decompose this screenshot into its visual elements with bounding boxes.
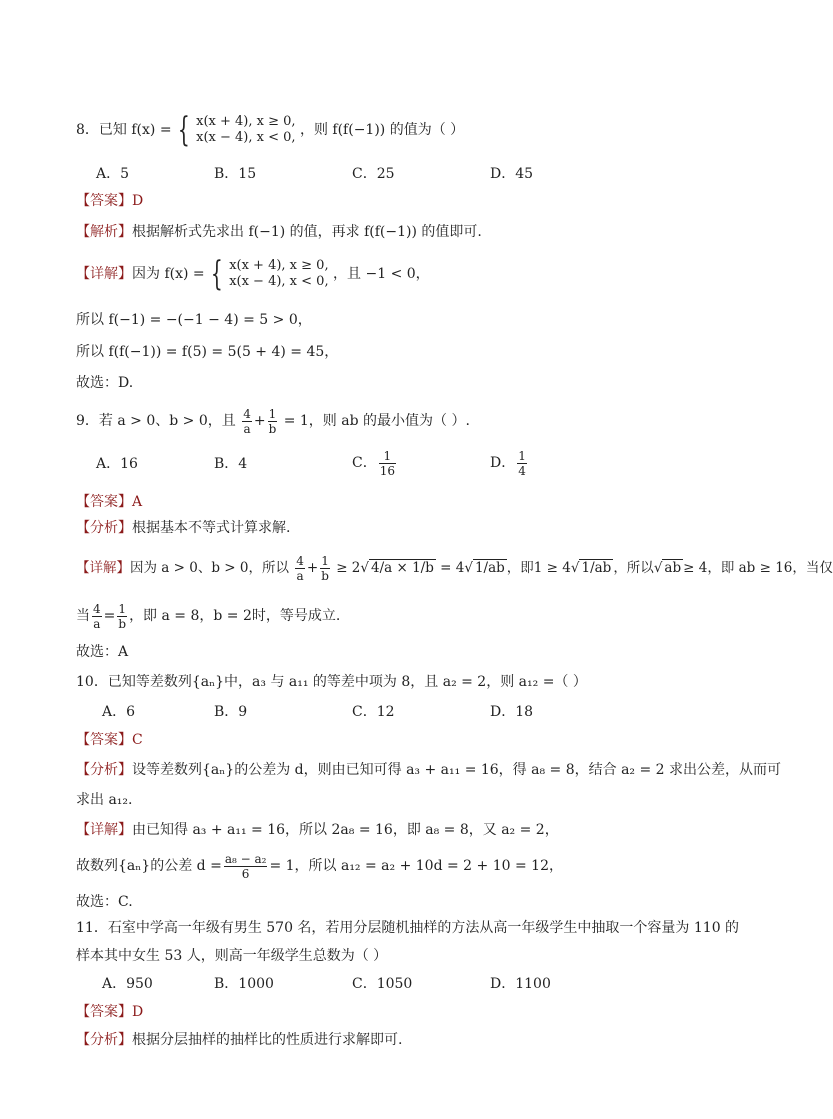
q10-answer-tag: 【答案】 (76, 732, 132, 748)
q11-option-d: D．1100 (490, 976, 551, 992)
q10-analysis1-text: 设等差数列{aₙ}的公差为 d，则由已知可得 a₃ + a₁₁ = 16，得 a₈ = 8，结合 a₂ = 2 求出公差，从而可 (132, 762, 782, 778)
q10-answer (76, 730, 143, 750)
q9-plus: + (253, 413, 266, 429)
q11-analysis (76, 1030, 402, 1050)
q9-option-b: B．4 (214, 456, 248, 472)
q9-detail-frac1-num: 4 (296, 554, 304, 568)
q9-detail1-text: 因为 a > 0、b > 0，所以 (130, 560, 289, 576)
q11-answer-value: D (132, 1004, 144, 1020)
q8-answer (76, 191, 143, 211)
q10-option-b: B．9 (214, 704, 248, 720)
q10-answer-value: C (132, 732, 143, 748)
q9-stem-suffix: = 1，则 ab 的最小值为（ ）. (283, 413, 470, 429)
q8-answer-tag: 【答案】 (76, 193, 132, 209)
q9-detail1 (76, 550, 833, 586)
q9-detail2-frac1 (92, 602, 102, 631)
q9-sqrt2b: 1/ab (581, 560, 612, 576)
q9-answer-value: A (132, 494, 143, 510)
q9-option-c-label: C． (352, 455, 377, 471)
q8-piece2: x(x − 4), x < 0, (196, 130, 296, 145)
q9-option-c-den: 16 (379, 463, 395, 478)
q9-detail-frac2-num: 1 (321, 554, 329, 568)
q9-answer-tag: 【答案】 (76, 494, 132, 510)
q8-choose: 故选：D. (76, 375, 134, 391)
q8-detail-suffix: ，且 −1 < 0， (333, 266, 430, 282)
q9-frac2 (268, 407, 278, 436)
q9-option-a: A．16 (96, 456, 138, 472)
q9-sqrt3-sign: √ (653, 560, 663, 576)
q8-detail-piece2: x(x − 4), x < 0, (229, 274, 329, 289)
q9-analysis-text: 根据基本不等式计算求解. (132, 520, 291, 536)
q9-detail-frac2 (320, 554, 330, 583)
q10-option-c: C．12 (352, 704, 395, 720)
q10-detail2 (76, 848, 563, 884)
q11-stem2: 样本其中女生 53 人，则高一年级学生总数为（ ） (76, 948, 388, 964)
q9-frac2-num: 1 (268, 406, 277, 421)
q9-frac1-num: 4 (243, 406, 251, 421)
q8-piece1: x(x + 4), x ≥ 0, (196, 114, 296, 129)
q10-analysis1 (76, 760, 781, 780)
q10-detail2-prefix: 故数列{aₙ}的公差 d = (76, 858, 222, 874)
q9-choose: 故选：A (76, 644, 129, 660)
q8-fx: f(x) = (131, 122, 172, 138)
q9-detail2-frac1-num: 4 (93, 601, 101, 616)
q9-option-c-num: 1 (379, 449, 396, 464)
q10-detail1-text: 由已知得 a₃ + a₁₁ = 16，所以 2a₈ = 16，即 a₈ = 8，又 a₂ = 2， (132, 822, 559, 838)
q9-sqrt1-sign: √ (360, 560, 369, 576)
q9-detail2-frac1-den: a (93, 616, 101, 631)
q11-answer (76, 1002, 143, 1022)
q8-detail-tag: 【详解】 (76, 266, 132, 282)
q8-detail-pieces (229, 258, 328, 290)
q10-detail2-suffix: = 1，所以 a₁₂ = a₂ + 10d = 2 + 10 = 12， (269, 858, 563, 874)
q9-detail1c: = 4 (440, 560, 465, 576)
q10-detail2-num: a₈ − a₂ (224, 851, 267, 866)
q8-stem (76, 112, 464, 148)
q10-detail2-den: 6 (241, 866, 250, 881)
q9-detail1f: ≥ 4，即 ab ≥ 16，当仅 (683, 560, 833, 576)
q8-detail-piece1: x(x + 4), x ≥ 0, (229, 258, 329, 273)
q8-option-d: D．45 (490, 166, 534, 182)
q8-brace: { (177, 110, 190, 150)
q8-analysis (76, 222, 482, 242)
q8-detail-brace: { (210, 254, 223, 294)
q9-detail2-frac2 (117, 602, 127, 631)
q11-option-b: B．1000 (214, 976, 274, 992)
q9-option-d (490, 446, 529, 480)
q11-option-a: A．950 (102, 976, 153, 992)
q8-option-a: A．5 (96, 166, 130, 182)
q9-detail2-prefix: 当 (76, 608, 90, 624)
q9-sqrt3: ab (664, 560, 682, 576)
q11-analysis-tag: 【分析】 (76, 1032, 132, 1048)
q9-stem (76, 404, 470, 438)
q10-analysis2: 求出 a₁₂. (76, 792, 133, 808)
q11-option-c: C．1050 (352, 976, 413, 992)
q11-answer-tag: 【答案】 (76, 1004, 132, 1020)
q9-option-c (352, 446, 398, 480)
q8-detail (76, 256, 430, 292)
q8-answer-value: D (132, 193, 144, 209)
q9-option-d-den: 4 (518, 463, 526, 478)
q9-answer (76, 492, 142, 512)
q10-stem: 10．已知等差数列{aₙ}中，a₃ 与 a₁₁ 的等差中项为 8，且 a₂ = 2，则 a₁₂ =（ ） (76, 674, 587, 690)
q8-analysis-text: 根据解析式先求出 f(−1) 的值，再求 f(f(−1)) 的值即可. (132, 224, 482, 240)
q9-detail-tag: 【详解】 (76, 560, 130, 576)
q9-analysis-tag: 【分析】 (76, 520, 132, 536)
q9-option-d-num: 1 (518, 448, 526, 463)
q9-frac1 (242, 407, 252, 436)
q9-frac1-den: a (243, 421, 251, 436)
q9-sqrt2-sign: √ (464, 560, 473, 576)
q10-detail2-frac (224, 852, 268, 881)
q10-detail1 (76, 820, 559, 840)
q9-detail1e: ，所以 (613, 560, 654, 576)
q8-stem-prefix: 8．已知 (76, 122, 127, 138)
q9-detail-frac1 (295, 554, 305, 583)
q8-option-b: B．15 (214, 166, 257, 182)
q9-detail2-frac2-num: 1 (118, 601, 127, 616)
q8-stem-suffix: ，则 f(f(−1)) 的值为（ ） (299, 122, 465, 138)
q10-option-a: A．6 (102, 704, 136, 720)
q9-detail1b: ≥ 2 (336, 560, 361, 576)
q9-sqrt2b-sign: √ (570, 560, 580, 576)
q9-option-d-label: D． (490, 455, 516, 471)
q9-sqrt1: 4/a × 1/b (371, 560, 434, 576)
q9-detail-plus: + (306, 560, 319, 576)
q8-detail-prefix: 因为 f(x) = (132, 266, 205, 282)
q10-choose: 故选：C. (76, 894, 133, 910)
q9-detail2: 当 $\frac{4}{a}$ = $\frac{1}{b}$ ，即 a = 8，b = 2时，等号成立. (76, 601, 341, 631)
q9-analysis (76, 518, 290, 538)
q10-analysis-tag: 【分析】 (76, 762, 132, 778)
q9-stem-prefix: 9．若 a > 0、b > 0，且 (76, 413, 236, 429)
q9-frac2-den: b (268, 421, 277, 436)
q9-sqrt2: 1/ab (474, 560, 505, 576)
q9-option-d-frac (517, 449, 527, 478)
q9-detail-frac2-den: b (321, 569, 329, 583)
q10-detail-tag: 【详解】 (76, 822, 132, 838)
q9-detail-frac1-den: a (296, 569, 304, 583)
q10-option-d: D．18 (490, 704, 534, 720)
q9-detail1d: ，即1 ≥ 4 (506, 560, 571, 576)
q11-stem1: 11．石室中学高一年级有男生 570 名，若用分层随机抽样的方法从高一年级学生中抽取一个容量为 110 的 (76, 920, 740, 936)
q9-detail2-frac2-den: b (118, 616, 127, 631)
q8-analysis-tag: 【解析】 (76, 224, 132, 240)
q8-line1: 所以 f(−1) = −(−1 − 4) = 5 > 0， (76, 312, 312, 328)
q9-option-c-frac (379, 449, 396, 478)
q8-line2: 所以 f(f(−1)) = f(5) = 5(5 + 4) = 45， (76, 344, 339, 360)
q11-analysis-text: 根据分层抽样的抽样比的性质进行求解即可. (132, 1032, 403, 1048)
q8-pieces (196, 114, 295, 146)
q8-option-c: C．25 (352, 166, 395, 182)
q9-detail2-suffix: ，即 a = 8，b = 2时，等号成立. (129, 608, 341, 624)
